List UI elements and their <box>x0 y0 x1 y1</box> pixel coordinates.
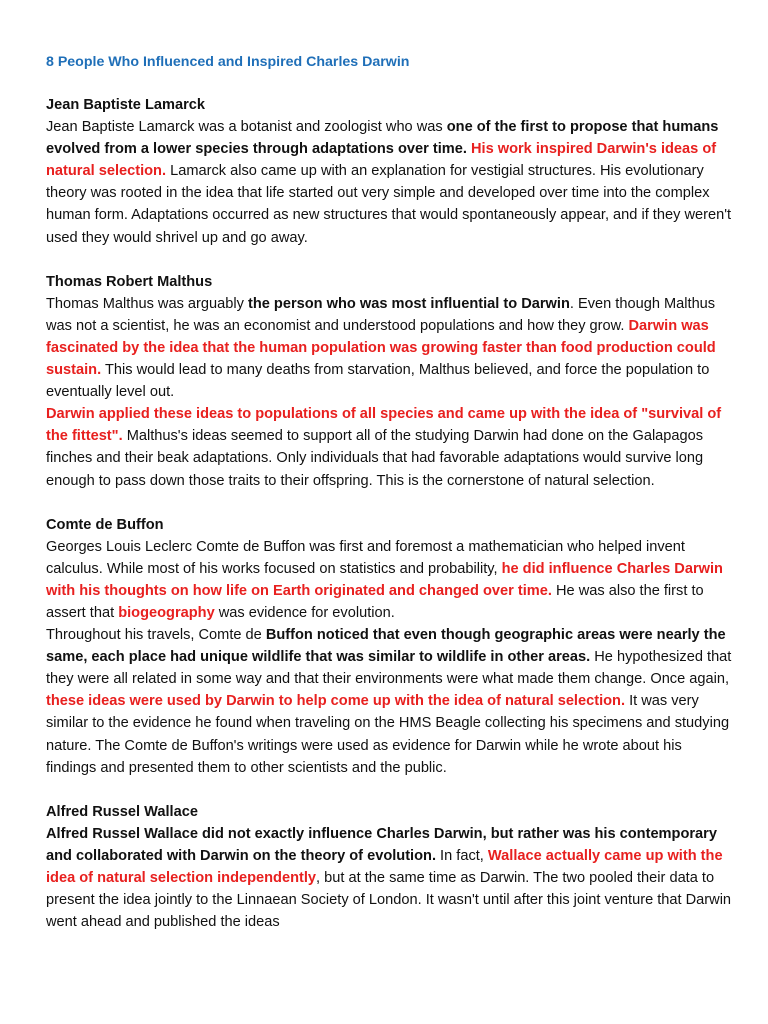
paragraph <box>46 293 734 403</box>
document-title: 8 People Who Influenced and Inspired Charles Darwin <box>46 54 410 70</box>
bold-text: Buffon noticed that even though geographic areas were nearly the same, each place had unique wildlife that was similar to wildlife in other areas. <box>46 627 726 666</box>
body-text: Lamarck also came up with an explanation for vestigial structures. His evolutionary theory was rooted in the idea that life started out very simple and developed over time into the complex human form. Adaptations occurred as new structures that would spontaneously appear, and if they weren't used they would shrivel up and go away. <box>46 163 732 246</box>
highlighted-text: Darwin was fascinated by the idea that the human population was growing faster than food production could sustain. <box>46 317 716 379</box>
body-text: Georges Louis Leclerc Comte de Buffon was first and foremost a mathematician who helped invent calculus. While most of his works focused on statistics and probability, <box>46 538 685 577</box>
highlighted-text: His work inspired Darwin's ideas of natural selection. <box>46 141 717 180</box>
body-text: Thomas Malthus was arguably <box>46 295 248 312</box>
section-heading: Comte de Buffon <box>46 516 164 533</box>
body-text: Throughout his travels, Comte de <box>46 627 266 644</box>
bold-text: Alfred Russel Wallace did not exactly influence Charles Darwin, but rather was his contemporary and collaborated with Darwin on the theory of evolution. <box>46 825 717 864</box>
section <box>46 94 734 249</box>
section-heading: Thomas Robert Malthus <box>46 273 213 290</box>
body-text: Malthus's ideas seemed to support all of the studying Darwin had done on the Galapagos finches and their beak adaptations. Only individuals that had favorable adaptations would survive long enough to pass down those traits to their offspring. This is the cornerstone of natural selection. <box>46 428 704 489</box>
body-text: This would lead to many deaths from starvation, Malthus believed, and force the population to eventually level out. <box>46 362 710 401</box>
highlighted-text: he did influence Charles Darwin with his thoughts on how life on Earth originated and changed over time. <box>46 560 723 599</box>
paragraph <box>46 116 734 249</box>
paragraph <box>46 624 734 779</box>
bold-text: one of the first to propose that humans evolved from a lower species through adaptations over time. <box>46 119 719 158</box>
highlighted-text: Wallace actually came up with the idea of natural selection independently <box>46 847 723 886</box>
section <box>46 271 734 492</box>
sections-container <box>46 94 734 933</box>
body-text: , but at the same time as Darwin. The two pooled their data to present the idea jointly to the Linnaean Society of London. It wasn't until after this joint venture that Darwin went ahead and published the ideas <box>46 870 732 931</box>
highlighted-text: biogeography <box>118 604 215 621</box>
paragraph <box>46 823 734 933</box>
highlighted-text: these ideas were used by Darwin to help come up with the idea of natural selection. <box>46 693 626 710</box>
body-text: He hypothesized that they were all related in some way and that their environments were what made them change. Once again, <box>46 649 732 688</box>
body-text: Jean Baptiste Lamarck was a botanist and zoologist who was <box>46 119 447 136</box>
section-heading: Jean Baptiste Lamarck <box>46 97 205 113</box>
paragraph <box>46 403 734 491</box>
section-heading: Alfred Russel Wallace <box>46 803 198 820</box>
highlighted-text: Darwin applied these ideas to populations of all species and came up with the idea of "survival of the fittest". <box>46 406 722 445</box>
bold-text: the person who was most influential to Darwin <box>247 295 570 312</box>
body-text: was evidence for evolution. <box>214 604 395 621</box>
body-text: He was also the first to assert that <box>46 582 704 621</box>
section <box>46 801 734 934</box>
paragraph <box>46 536 734 624</box>
body-text: It was very similar to the evidence he found when traveling on the HMS Beagle collecting his specimens and studying nature. The Comte de Buffon's writings were used as evidence for Darwin while he wrote about his findings and presented them to other scientists and the public. <box>46 693 730 776</box>
section <box>46 514 734 779</box>
body-text: . Even though Malthus was not a scientist, he was an economist and understood populations and how they grow. <box>46 295 716 334</box>
body-text: In fact, <box>436 847 488 864</box>
